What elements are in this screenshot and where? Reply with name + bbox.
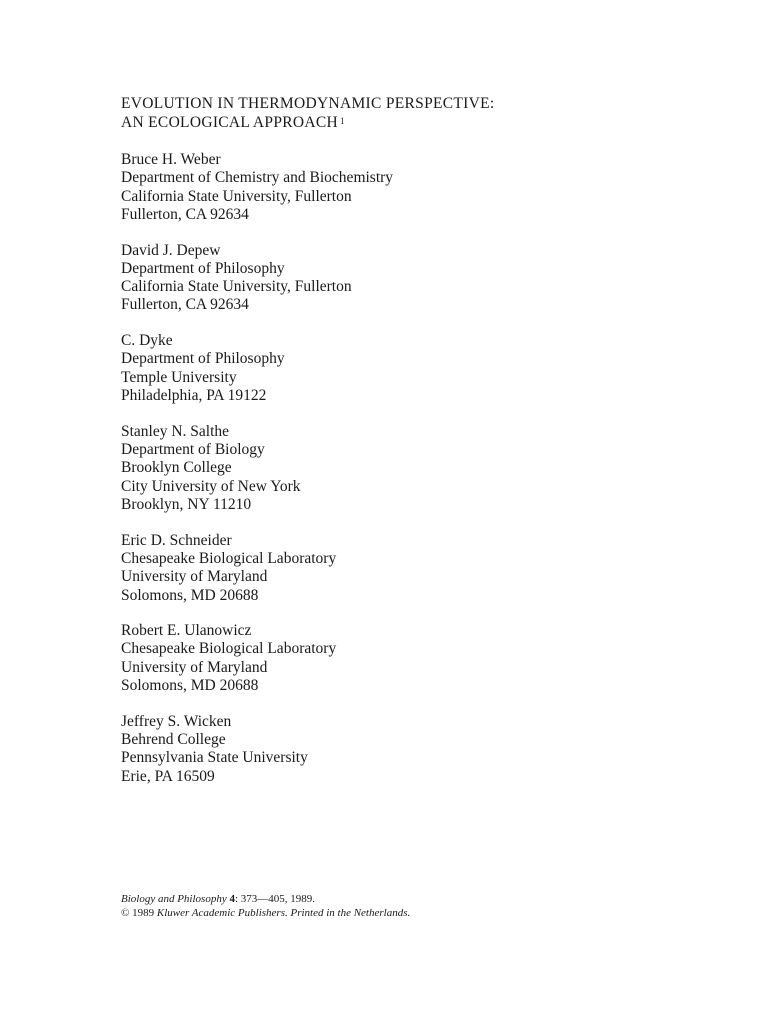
- author-block-dyke: [121, 332, 721, 405]
- author-block-depew: [121, 242, 721, 315]
- author-address: Erie, PA 16509: [121, 767, 215, 785]
- author-name: David J. Depew: [121, 241, 221, 259]
- title-page: [121, 94, 721, 803]
- title-line-2-text: AN ECOLOGICAL APPROACH: [121, 114, 339, 131]
- paper-title: [121, 94, 721, 132]
- title-footnote-mark: 1: [340, 116, 345, 126]
- author-department: Department of Philosophy: [121, 259, 285, 277]
- author-block-salthe: [121, 423, 721, 514]
- author-institution: Pennsylvania State University: [121, 749, 308, 767]
- author-address: Solomons, MD 20688: [121, 586, 259, 604]
- author-address: Brooklyn, NY 11210: [121, 495, 252, 513]
- author-block-wicken: [121, 713, 721, 786]
- author-address: Fullerton, CA 92634: [121, 205, 249, 223]
- author-address: Solomons, MD 20688: [121, 677, 259, 695]
- author-address: Fullerton, CA 92634: [121, 296, 249, 314]
- author-department: Department of Chemistry and Biochemistry: [121, 169, 394, 187]
- journal-citation: [121, 893, 410, 907]
- copyright-year: © 1989: [121, 906, 155, 919]
- author-block-weber: [121, 151, 721, 224]
- citation-footer: [121, 893, 410, 920]
- author-name: Jeffrey S. Wicken: [121, 712, 232, 730]
- author-institution: University of Maryland: [121, 568, 268, 586]
- author-institution: University of Maryland: [121, 658, 268, 676]
- author-department: Chesapeake Biological Laboratory: [121, 549, 337, 567]
- author-name: Eric D. Schneider: [121, 531, 232, 549]
- author-institution: Brooklyn College: [121, 459, 232, 477]
- author-name: Robert E. Ulanowicz: [121, 622, 252, 640]
- journal-pages: : 373—405, 1989.: [234, 893, 316, 905]
- author-department: Chesapeake Biological Laboratory: [121, 640, 337, 658]
- publisher-note: Kluwer Academic Publishers. Printed in the Netherlands.: [156, 906, 411, 919]
- author-block-schneider: [121, 532, 721, 605]
- author-department: Behrend College: [121, 731, 226, 749]
- author-institution-parent: City University of New York: [121, 477, 301, 495]
- author-name: C. Dyke: [121, 332, 173, 350]
- journal-volume: 4: [229, 893, 235, 905]
- journal-name: Biology and Philosophy: [121, 893, 227, 905]
- author-name: Bruce H. Weber: [121, 151, 221, 168]
- author-name: Stanley N. Salthe: [121, 422, 230, 440]
- author-institution: California State University, Fullerton: [121, 278, 352, 296]
- author-institution: Temple University: [121, 368, 237, 386]
- copyright-line: [121, 907, 410, 921]
- author-department: Department of Biology: [121, 441, 265, 459]
- author-institution: California State University, Fullerton: [121, 187, 352, 205]
- title-line-2: [121, 113, 721, 132]
- author-department: Department of Philosophy: [121, 350, 285, 368]
- author-block-ulanowicz: [121, 622, 721, 695]
- author-address: Philadelphia, PA 19122: [121, 387, 267, 405]
- title-line-1: EVOLUTION IN THERMODYNAMIC PERSPECTIVE:: [121, 95, 495, 112]
